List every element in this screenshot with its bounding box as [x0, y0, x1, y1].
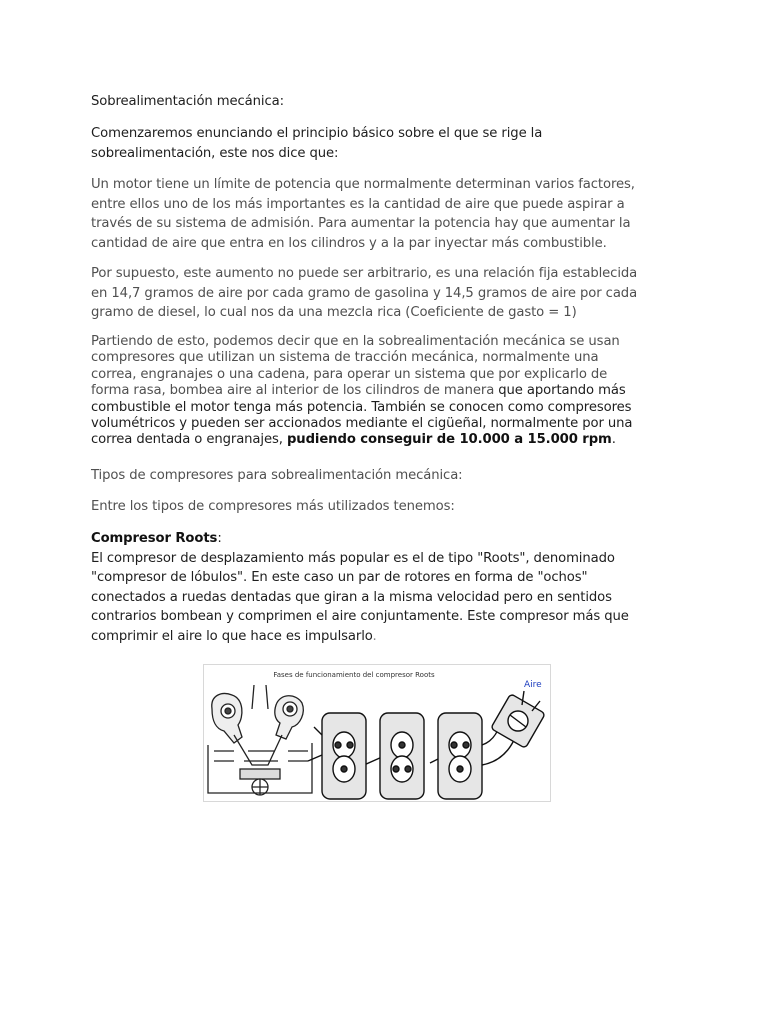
roots-compressor-figure — [203, 664, 551, 802]
air-label: Aire — [524, 680, 542, 690]
roots-line-4: contrarios bombean y comprimen el aire conjuntamente. Este compresor más que — [91, 609, 629, 624]
intake-throttle-icon — [482, 691, 545, 765]
mechanical-line-2: compresores que utilizan un sistema de tracción mecánica, normalmente una — [91, 350, 599, 366]
limit-line-2: entre ellos uno de los más importantes es la cantidad de aire que puede aspirar a — [91, 196, 625, 212]
mechanical-line-4-text: forma rasa, bombea aire al interior de los cilindros de manera — [91, 383, 499, 399]
figure-title: Fases de funcionamiento del compresor Roots — [273, 671, 435, 679]
roots-line-5-end: . — [372, 628, 377, 644]
roots-compressor-diagram — [204, 665, 550, 801]
roots-section — [91, 529, 629, 646]
ratio-line-1: Por supuesto, este aumento no puede ser arbitrario, es una relación fija establecida — [91, 266, 638, 281]
mechanical-line-7-end: . — [611, 432, 616, 448]
limit-line-4: cantidad de aire que entra en los cilindros y a la par inyectar más combustible. — [91, 235, 607, 251]
mechanical-line-3: correa, engranajes o una cadena, para operar un sistema que por explicarlo de — [91, 366, 608, 382]
mechanical-highlight: que aportando más — [498, 383, 626, 399]
engine-icon — [208, 685, 312, 795]
ratio-line-3: gramo de diesel, lo cual nos da una mezcla rica (Coeficiente de gasto = 1) — [91, 305, 577, 320]
roots-title — [91, 529, 629, 549]
roots-title-bold: Compresor Roots — [91, 531, 218, 546]
compressor-phase-3 — [438, 713, 482, 799]
mechanical-line-4 — [91, 383, 632, 399]
ratio-paragraph — [91, 264, 637, 323]
mechanical-line-1: Partiendo de esto, podemos decir que en la sobrealimentación mecánica se usan — [91, 334, 620, 349]
limit-paragraph — [91, 175, 635, 253]
intro-paragraph — [91, 124, 542, 163]
limit-line-1: Un motor tiene un límite de potencia que normalmente determinan varios factores, — [91, 177, 635, 192]
mechanical-line-6: volumétricos y pueden ser accionados mediante el cigüeñal, normalmente por una — [91, 416, 633, 432]
roots-title-colon: : — [217, 531, 222, 546]
mechanical-line-5: combustible el motor tenga más potencia. También se conocen como compresores — [91, 399, 632, 415]
types-intro: Entre los tipos de compresores más utilizados tenemos: — [91, 499, 455, 514]
limit-line-3: través de su sistema de admisión. Para aumentar la potencia hay que aumentar la — [91, 216, 631, 231]
section-heading: Sobrealimentación mecánica: — [91, 94, 284, 109]
compressor-phase-1 — [322, 713, 366, 799]
roots-line-1: El compresor de desplazamiento más popular es el de tipo "Roots", denominado — [91, 550, 615, 566]
roots-line-5-text: comprimir el aire lo que hace es impulsarlo — [91, 628, 373, 644]
types-heading: Tipos de compresores para sobrealimentación mecánica: — [91, 468, 463, 483]
ratio-line-2: en 14,7 gramos de aire por cada gramo de gasolina y 14,5 gramos de aire por cada — [91, 285, 638, 301]
rpm-highlight: pudiendo conseguir de 10.000 a 15.000 rpm — [286, 432, 612, 448]
compressor-phase-2 — [380, 713, 424, 799]
mechanical-line-7 — [91, 432, 632, 448]
roots-line-2: "compresor de lóbulos". En este caso un par de rotores en forma de "ochos" — [91, 570, 588, 585]
roots-line-5 — [91, 627, 629, 647]
mechanical-line-7-text: correa dentada o engranajes, — [91, 432, 287, 448]
intro-line-2: sobrealimentación, este nos dice que: — [91, 145, 339, 161]
roots-line-3: conectados a ruedas dentadas que giran a la misma velocidad pero en sentidos — [91, 589, 612, 605]
intro-line-1: Comenzaremos enunciando el principio básico sobre el que se rige la — [91, 126, 543, 141]
mechanical-paragraph — [91, 334, 632, 449]
